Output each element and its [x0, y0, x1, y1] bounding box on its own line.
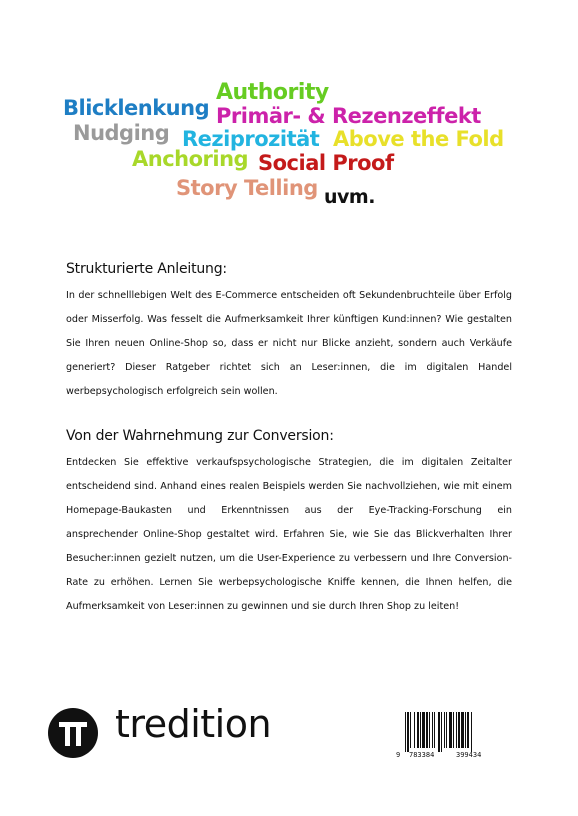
barcode-bar [438, 712, 440, 752]
barcode-bars [396, 712, 502, 756]
barcode-bar [405, 712, 406, 752]
barcode-lead-digit: 9 [396, 751, 401, 759]
publisher-brand: tredition [115, 702, 272, 746]
section-perception-conversion [66, 428, 512, 619]
barcode-bar [426, 712, 428, 748]
barcode-bar [456, 712, 457, 748]
cloud-word-primaer-rezenzeffekt: Primär- & Rezenzeffekt [216, 104, 481, 128]
barcode-bar [453, 712, 454, 748]
cloud-word-blicklenkung: Blicklenkung [63, 96, 210, 120]
barcode-bar [449, 712, 452, 748]
barcode-bar [441, 712, 442, 752]
barcode-bar [446, 712, 447, 748]
section-body: Entdecken Sie effektive verkaufspsychologische Strategien, die im digitalen Zeitalter entscheidend sind. Anhand eines realen Beispiels werden Sie nachvollziehen, wie mit einem Homepage-Baukasten und Erkenntnissen aus der Eye-Tracking-Forschung ein ansprechender Online-Shop gestaltet wird. Erfahren Sie, wie Sie das Blickverhalten Ihrer Besucher:innen gezielt nutzen, um die User-Experience zu verbessern und Ihre Conversion-Rate zu erhöhen. Lernen Sie werbepsychologische Kniffe kennen, die Ihnen helfen, die Aufmerksamkeit von Leser:innen zu gewinnen und sie durch Ihren Shop zu leiten! [66, 457, 512, 612]
barcode-bar [432, 712, 433, 748]
barcode-bar [461, 712, 464, 748]
barcode-bar [407, 712, 409, 752]
cloud-word-uvm: uvm. [324, 186, 375, 208]
barcode-bar [417, 712, 419, 748]
cloud-word-anchoring: Anchoring [132, 147, 249, 171]
barcode-bar [458, 712, 460, 748]
barcode-bar [444, 712, 445, 748]
section-heading: Strukturierte Anleitung: [66, 261, 227, 277]
barcode-bar [422, 712, 425, 748]
barcode-bar [465, 712, 466, 748]
section-body: In der schnelllebigen Welt des E-Commerce entscheiden oft Sekundenbruchteile über Erfolg oder Misserfolg. Was fesselt die Aufmerksamkeit Ihrer künftigen Kund:innen? Wie gestalten Sie Ihren neuen Online-Shop so, dass er nicht nur Blicke anzieht, sondern auch Verkäufe generiert? Dieser Ratgeber richtet sich an Leser:innen, die im digitalen Handel werbepsychologisch erfolgreich sein wollen. [66, 290, 512, 397]
cloud-word-social-proof: Social Proof [258, 151, 394, 175]
barcode-group-1: 783384 [409, 751, 435, 759]
word-cloud [0, 0, 578, 230]
barcode-bar [467, 712, 469, 748]
barcode-bar [420, 712, 421, 748]
cloud-word-story-telling: Story Telling [176, 176, 318, 200]
tredition-logo-icon [48, 708, 98, 758]
cloud-word-nudging: Nudging [73, 121, 170, 145]
barcode-bar [434, 712, 435, 748]
cloud-word-authority: Authority [216, 80, 329, 105]
barcode-bar [410, 712, 411, 748]
barcode-group-2: 399434 [456, 751, 482, 759]
isbn-barcode [396, 712, 502, 762]
barcode-bar [471, 712, 472, 752]
cloud-word-above-the-fold: Above the Fold [333, 127, 504, 151]
cloud-word-reziprozitaet: Reziprozität [182, 127, 320, 151]
section-heading: Von der Wahrnehmung zur Conversion: [66, 428, 334, 444]
barcode-bar [414, 712, 415, 748]
section-structured-guide [66, 261, 512, 404]
barcode-bar [429, 712, 430, 748]
